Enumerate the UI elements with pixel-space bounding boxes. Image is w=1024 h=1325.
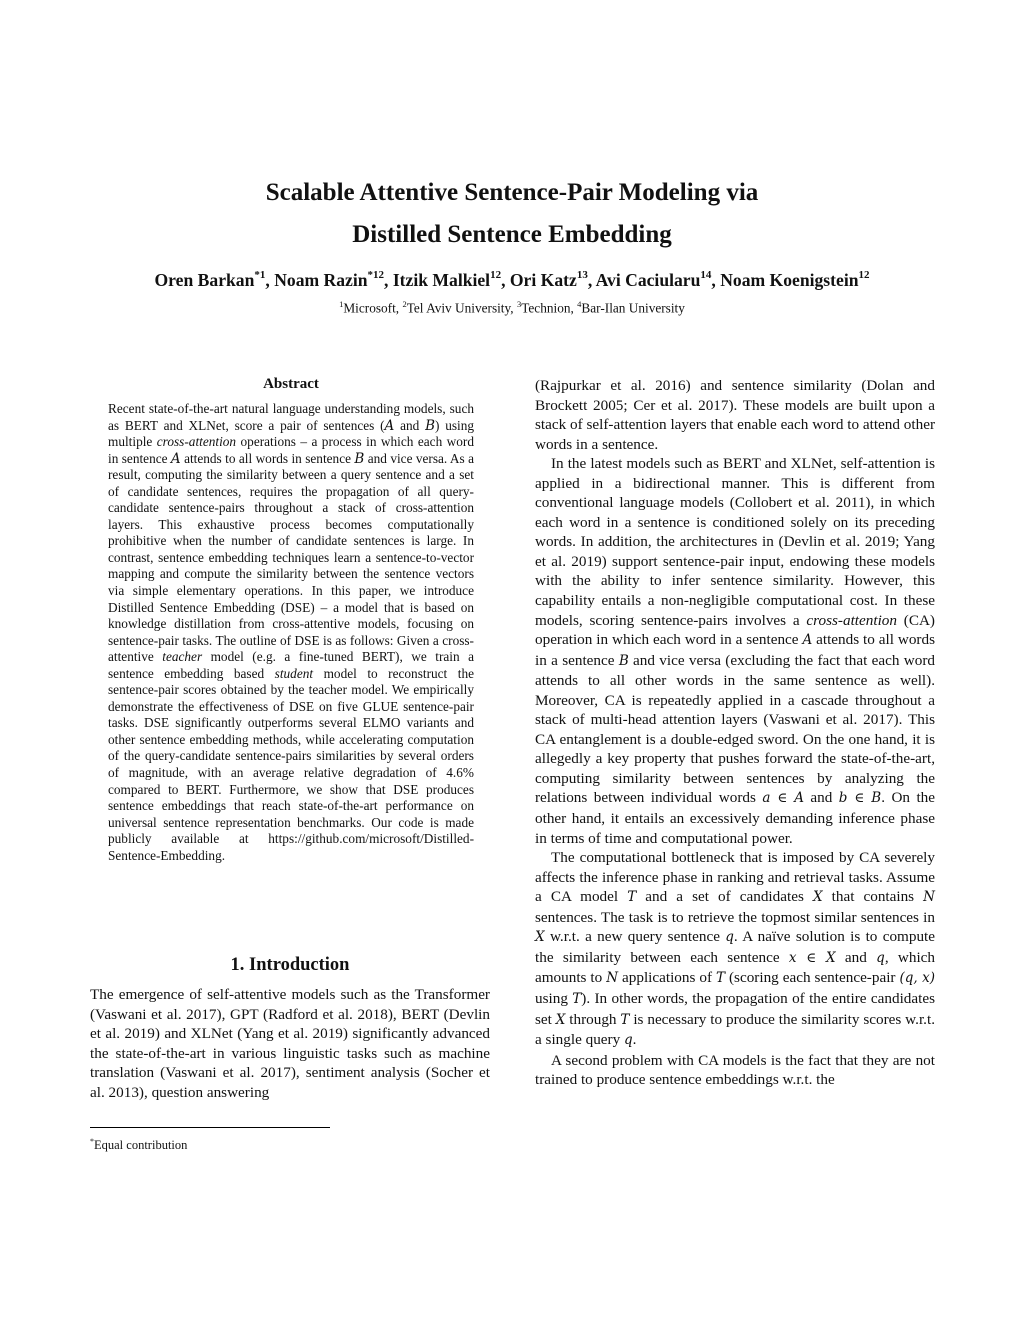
introduction-section (90, 955, 490, 1102)
math-var: T (620, 1011, 630, 1028)
footnote-mark: * (90, 1137, 94, 1146)
text-segment: (scoring each sentence-pair (725, 969, 900, 987)
affil-name: Bar-Ilan University (581, 300, 685, 316)
author-name: Noam Koenigstein (720, 270, 859, 290)
author-sup: 12 (858, 269, 870, 282)
text-segment: (CA) operation in which each word in a sentence (535, 611, 935, 649)
title-line-2: Distilled Sentence Embedding (352, 221, 672, 248)
author-sup: *12 (367, 269, 385, 282)
affil-name: Technion (521, 300, 571, 316)
math-var: B (425, 417, 435, 434)
text-segment: The computational bottleneck that is imposed by CA severely affects the inference phase in ranking and retrieval tasks. Assume a CA model (535, 849, 935, 906)
math-var: X (812, 889, 823, 906)
abstract-segment: operations – a process in which each word in sentence (108, 434, 474, 466)
text-segment: that contains (822, 888, 924, 906)
math-expr: b ∈ B (838, 790, 882, 807)
math-var: A (170, 450, 181, 467)
text-segment: is necessary to produce the similarity scores w.r.t. a single query (535, 1010, 935, 1049)
math-var: A (802, 632, 813, 649)
abstract-segment: and (394, 417, 426, 433)
abstract-segment: attends to all words in sentence (180, 450, 355, 466)
author-name: Avi Caciularu (595, 270, 701, 290)
math-var: N (923, 889, 935, 906)
text-segment: and vice versa (excluding the fact that each word attends to all other words in the same sentence as well). Moreover, CA is repeatedly applied in a cascade throughout a stack of multi-head attention layers (Vaswani et al. 2017). This CA entanglement is a double-edged sword. On the one hand, it is allegedly a key property that pushes forward the state-of-the-art, computing similarity between sentences by analyzing the relations between individual words (535, 651, 935, 807)
paper-title (0, 172, 1024, 256)
math-var: T (572, 990, 582, 1007)
math-var: N (606, 970, 619, 987)
abstract-emphasis: teacher (162, 649, 203, 665)
abstract-text (108, 401, 474, 864)
text-segment: using (535, 989, 573, 1007)
text-segment: . On the other hand, it entails an excessively demanding inference phase in terms of time and computational power. (535, 789, 935, 847)
math-var: X (555, 1011, 566, 1028)
abstract-section (108, 376, 474, 864)
introduction-heading: 1. Introduction (230, 955, 350, 975)
right-column (535, 376, 935, 1090)
affil-sup: 2 (402, 299, 407, 309)
abstract-emphasis: student (274, 665, 314, 681)
abstract-segment: and vice versa. As a result, computing the similarity between a query sentence and a set of candidate sentences, requires the propagation of all query-candidate sentence-pairs throughout a stack of cross-attention layers. This exhaustive process becomes computationally prohibitive when the number of candidate sentences is large. In contrast, sentence embedding techniques learn a sentence-to-vector mapping and compute the similarity between the sentence vectors via simple elementary operations. In this paper, we introduce Distilled Sentence Embedding (DSE) – a model that is based on knowledge distillation from cross-attentive models, focusing on sentence-pair tasks. The outline of DSE is as follows: Given a cross-attentive (108, 450, 475, 665)
author-name: Ori Katz (509, 270, 577, 290)
affil-sup: 4 (577, 299, 582, 309)
text-segment: and a set of candidates (636, 888, 813, 906)
paragraph: A second problem with CA models is the fact that they are not trained to produce sentence embeddings w.r.t. the (535, 1051, 935, 1089)
abstract-emphasis: cross-attention (156, 434, 237, 450)
text-segment: applications of (618, 969, 717, 987)
abstract-segment: ) using multiple (108, 417, 475, 450)
paragraph (535, 454, 935, 848)
abstract-segment: Recent state-of-the-art natural language understanding models, such as BERT and XLNet, score a pair of sentences ( (108, 401, 474, 433)
text-segment: ). In other words, the propagation of the entire candidates set (535, 989, 935, 1028)
footnote-text: Equal contribution (94, 1138, 188, 1153)
author-name: Itzik Malkiel (392, 270, 491, 290)
text-segment: In the latest models such as BERT and XLNet, self-attention is applied in a bidirectional manner. This is different from conventional language models (Collobert et al. 2011), in which each word in a sentence is conditioned solely on its preceding words. In addition, the architectures in (Devlin et al. 2019; Yang et al. 2019) support sentence-pair input, endowing these models with the ability to infer sentence similarity. However, this capability entails a non-negligible computational cost. In these models, scoring sentence-pairs involves a (535, 455, 935, 629)
math-var: B (354, 450, 365, 467)
math-var: X (535, 929, 545, 946)
text-segment: and (835, 948, 877, 966)
text-segment: and (804, 789, 839, 807)
text-segment: sentences. The task is to retrieve the topmost similar sentences in (535, 908, 935, 926)
emphasis: cross-attention (806, 611, 897, 629)
author-name: Noam Razin (274, 270, 368, 290)
math-var: q (624, 1032, 633, 1049)
title-line-1: Scalable Attentive Sentence-Pair Modeling via (265, 179, 759, 206)
author-sup: *1 (254, 269, 266, 282)
math-var: B (618, 652, 629, 669)
math-var: T (716, 970, 726, 987)
text-segment: , which amounts to (535, 948, 936, 987)
affil-name: Microsoft (343, 300, 396, 316)
math-var: A (384, 417, 395, 434)
paragraph (535, 848, 935, 1050)
author-name: Oren Barkan (154, 270, 255, 290)
text-segment: attends to all words in a sentence (535, 631, 935, 669)
introduction-paragraph: The emergence of self-attentive models such as the Transformer (Vaswani et al. 2017), GPT (Radford et al. 2018), BERT (Devlin et al. 2019) and XLNet (Yang et al. 2019) significantly advanced the state-of-the-art in various linguistic tasks such as machine translation (Vaswani et al. 2017), sentiment analysis (Socher et al. 2013), question answering (90, 986, 490, 1101)
author-sup: 14 (700, 269, 712, 282)
math-expr: a ∈ A (762, 790, 804, 807)
text-segment: through (565, 1010, 621, 1028)
text-segment: . (632, 1031, 637, 1049)
affil-name: Tel Aviv University (406, 300, 511, 316)
abstract-segment: model to reconstruct the sentence-pair scores obtained by the teacher model. We empirically demonstrate the effectiveness of DSE on five GLUE sentence-pair tasks. DSE significantly outperforms several ELMO variants and other sentence embedding methods, while accelerating computation of the query-candidate sentence-pairs similarities by several orders of magnitude, with an average relative degradation of 4.6% compared to BERT. Furthermore, we show that DSE produces sentence embeddings that reach state-of-the-art performance on universal sentence representation benchmarks. Our code is made publicly available at https://github.com/microsoft/Distilled-Sentence-Embedding. (108, 665, 474, 863)
affiliations: $^1$Microsoft, $^2$Tel Aviv University, $^3$Technion, $^4$Bar-Ilan University (339, 299, 685, 316)
math-expr: (q, x) (899, 970, 935, 987)
affil-sup: 3 (516, 299, 522, 309)
abstract-heading: Abstract (263, 376, 319, 392)
math-var: q (725, 929, 734, 946)
paragraph: (Rajpurkar et al. 2016) and sentence similarity (Dolan and Brockett 2005; Cer et al. 2017). These models are built upon a stack of self-attention layers that enable each word to attend other words in a sentence. (535, 377, 935, 453)
footnote (90, 1137, 187, 1153)
author-sup: 12 (490, 269, 502, 282)
math-expr: x ∈ X (788, 949, 836, 966)
author-list: Oren Barkan$^{*1}$, Noam Razin$^{*12}$, Itzik Malkiel$^{12}$, Ori Katz$^{13}$, Avi Caciularu$^{14}$, Noam Koenigstein$^{12}$ (154, 269, 870, 290)
math-var: T (627, 889, 637, 906)
text-segment: w.r.t. a new query sentence (544, 928, 726, 946)
author-sup: 13 (576, 269, 588, 282)
footnote-divider (90, 1127, 330, 1128)
text-segment: . A naïve solution is to compute the similarity between each sentence (535, 928, 935, 966)
affil-sup: 1 (339, 299, 344, 309)
math-var: q (876, 949, 885, 966)
abstract-segment: model (e.g. a fine-tuned BERT), we train a sentence embedding based (108, 649, 474, 681)
